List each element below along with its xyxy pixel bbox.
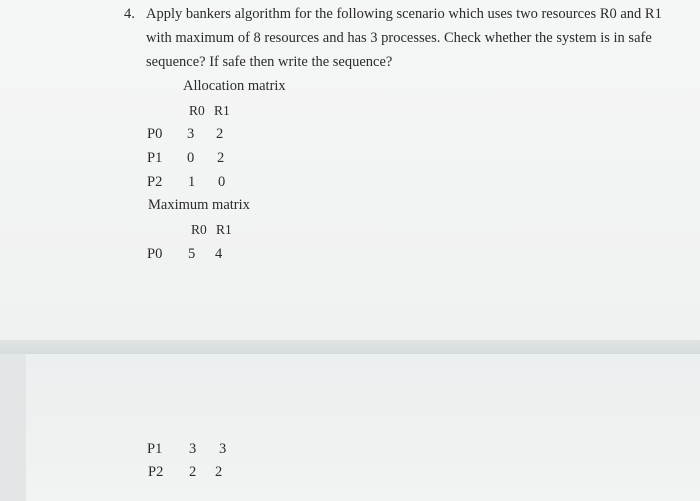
- allocation-row-p2-r0: 1: [188, 174, 196, 190]
- allocation-row-p0-r1: 2: [216, 126, 224, 142]
- maximum-row-p1-r1: 3: [219, 441, 227, 457]
- paper-sheet-lower: [26, 354, 700, 501]
- maximum-row-p1-process: P1: [147, 441, 163, 457]
- allocation-row-p0-process: P0: [147, 126, 163, 142]
- maximum-row-p0-process: P0: [147, 246, 163, 262]
- allocation-row-p1-process: P1: [147, 150, 163, 166]
- maximum-row-p0-r0: 5: [188, 246, 196, 262]
- question-number: 4.: [124, 6, 135, 22]
- maximum-row-p2-process: P2: [148, 464, 164, 480]
- allocation-title: Allocation matrix: [183, 78, 286, 94]
- allocation-row-p0-r0: 3: [187, 126, 195, 142]
- allocation-row-p1-r0: 0: [187, 150, 195, 166]
- allocation-header-r1: R1: [214, 103, 230, 118]
- maximum-header-r1: R1: [216, 222, 232, 237]
- question-line-2: with maximum of 8 resources and has 3 processes. Check whether the system is in safe: [146, 30, 652, 46]
- question-line-1: Apply bankers algorithm for the following scenario which uses two resources R0 and R1: [146, 6, 662, 22]
- maximum-title: Maximum matrix: [148, 197, 250, 213]
- maximum-row-p1-r0: 3: [189, 441, 197, 457]
- allocation-row-p1-r1: 2: [217, 150, 225, 166]
- question-line-3: sequence? If safe then write the sequence?: [146, 54, 393, 70]
- allocation-row-p2-r1: 0: [218, 174, 226, 190]
- maximum-row-p2-r1: 2: [215, 464, 223, 480]
- maximum-row-p2-r0: 2: [189, 464, 197, 480]
- maximum-header-r0: R0: [191, 222, 207, 237]
- allocation-row-p2-process: P2: [147, 174, 163, 190]
- allocation-header-r0: R0: [189, 103, 205, 118]
- maximum-row-p0-r1: 4: [215, 246, 223, 262]
- paper-gap: [0, 340, 700, 354]
